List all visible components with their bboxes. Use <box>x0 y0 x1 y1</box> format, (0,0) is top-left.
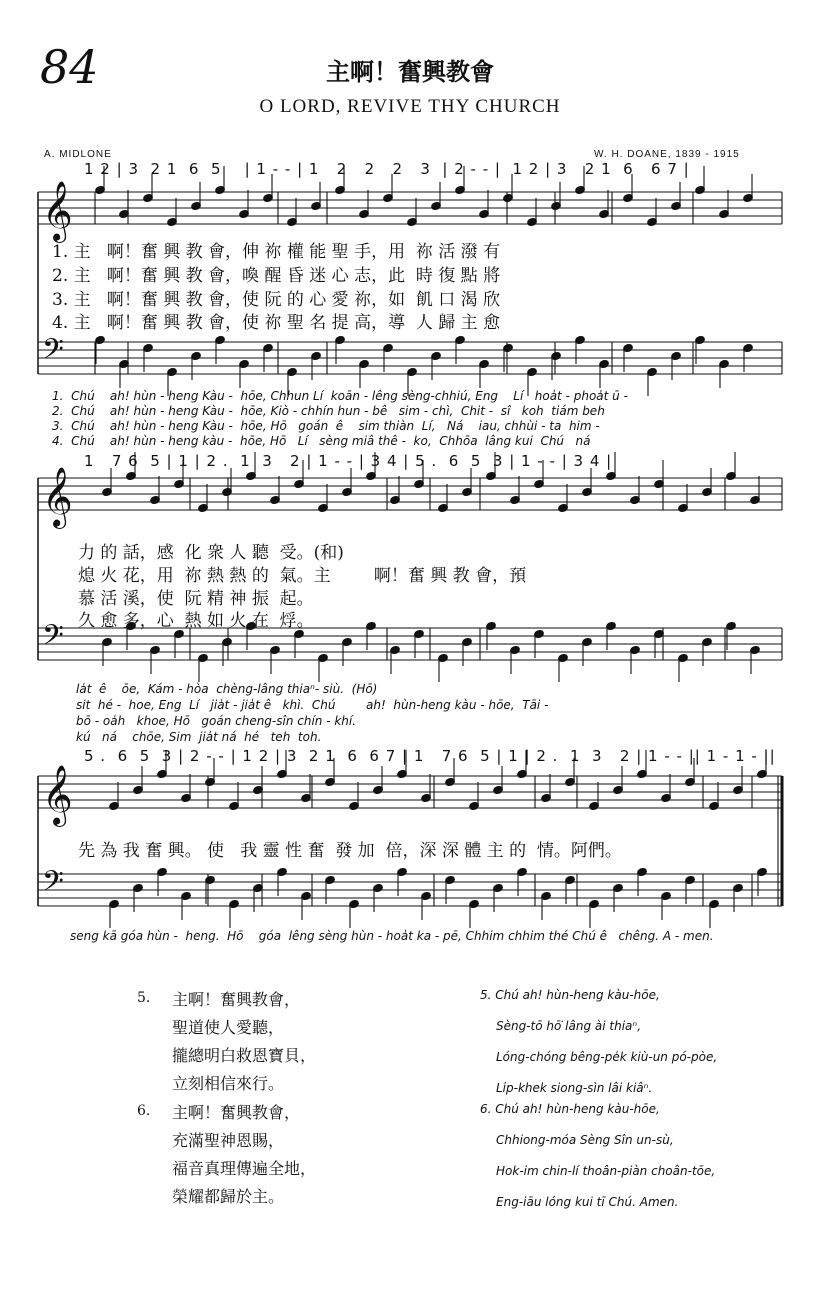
hymn-number: 84 <box>40 40 99 94</box>
cn-lyric-s2-v2: 熄 火 花，用 祢 熱 熱 的 氣。主 啊！奮 興 教 會，預 <box>78 566 527 586</box>
verse-6-chinese <box>172 1099 316 1211</box>
rom-lyric-s1-v1: 1. Chú ah! hùn - heng Kàu - hōe, Chhun Lí koān - lêng sèng-chhiú, Eng Lí hoa̍t - phoa̍t ū - <box>52 389 628 403</box>
cn-lyric-s1-v3: 3. 主 啊！奮 興 教 會，使 阮 的 心 愛 祢，如 飢 口 渴 欣 <box>52 290 501 310</box>
verse-5-rom-line: Li̍p-khek siong-sìn lâi kiâⁿ. <box>496 1081 653 1095</box>
verse-6-cn-line: 福音真理傳遍全地， <box>172 1159 317 1178</box>
jianpu-line-3: 5 . 6 5 3 | 2 - - | 1 2 | 3 2 1 6 6 7 | 1 7 6 5 | 1 | 2 . 1 3 2 | 1 - - || 1 - 1 - || <box>84 747 776 765</box>
jianpu-line-2: 1 7 6 5 | 1 | 2 . 1 3 2 | 1 - - | 3 4 | 5 . 6 5 3 | 1 - - | 3 4 | <box>84 452 613 470</box>
rom-lyric-s1-v2: 2. Chú ah! hùn - heng Kàu - hōe, Kiò - chhín hun - bê sim - chì, Chit - sî koh tiám beh <box>52 404 605 418</box>
rom-lyric-s2-v2: sit hé - hoe, Eng Lí jia̍t - jia̍t ê khì. Chú ah! hùn-heng kàu - hōe, Tāi - <box>76 698 549 712</box>
cn-lyric-s2-v1: 力 的 話，感 化 衆 人 聽 受。(和) <box>78 543 344 563</box>
bass-clef-icon: 𝄢 <box>42 333 64 373</box>
verse-6-cn-line: 充滿聖神恩賜， <box>172 1131 285 1150</box>
verse-6-cn-line: 榮耀都歸於主。 <box>172 1187 285 1206</box>
cn-lyric-s1-v1: 1. 主 啊！奮 興 教 會，伸 祢 權 能 聖 手，用 祢 活 潑 有 <box>52 242 501 262</box>
verse-5-chinese <box>172 986 316 1098</box>
lyricist-credit: A. MIDLONE <box>44 149 112 160</box>
rom-lyric-s2-v4: kú ná chōe, Sim jia̍t ná hé teh toh. <box>76 730 322 744</box>
verse-5-cn-line: 聖道使人愛聽， <box>172 1018 285 1037</box>
rom-lyric-s3: seng kā góa hùn - heng. Hō góa lêng sèng hùn - hoa̍t ka - pē, Chhim chhim thé Chú ê chêng. A - men. <box>70 929 714 943</box>
verse-6-rom-line: 6. Chú ah! hùn-heng kàu-hōe, <box>480 1102 660 1116</box>
verse-6-rom-line: Eng-iāu lóng kui tī Chú. Amen. <box>496 1195 679 1209</box>
verse-5-cn-line: 攏總明白救恩寶貝， <box>172 1046 317 1065</box>
verse-5-romanized <box>480 980 717 1104</box>
verse-6-number: 6. <box>137 1103 151 1119</box>
rom-lyric-s1-v4: 4. Chú ah! hùn - heng kàu - hōe, Hō Lí sèng miâ thê - ko, Chhōa lâng kui Chú ná <box>52 434 591 448</box>
bass-clef-icon: 𝄢 <box>42 619 64 659</box>
verse-5-cn-line: 立刻相信來行。 <box>172 1074 285 1093</box>
rom-lyric-s2-v1: la̍t ê ōe, Kám - hòa chèng-lâng thiaⁿ- siù. (Hō) <box>76 682 378 696</box>
cn-lyric-s1-v4: 4. 主 啊！奮 興 教 會，使 祢 聖 名 提 高，導 人 歸 主 愈 <box>52 313 501 333</box>
hymn-title-english: O LORD, REVIVE THY CHURCH <box>259 96 561 117</box>
verse-6-rom-line: Hok-im chin-lí thoân-piàn choân-tōe, <box>496 1164 716 1178</box>
cn-lyric-s1-v2: 2. 主 啊！奮 興 教 會，喚 醒 昏 迷 心 志，此 時 復 點 將 <box>52 266 501 286</box>
treble-clef-icon: 𝄞 <box>42 765 73 825</box>
treble-clef-icon: 𝄞 <box>42 467 73 527</box>
hymn-title-chinese: 主啊！奮興教會 <box>326 57 494 86</box>
cn-lyric-s3: 先 為 我 奮 興。 使 我 靈 性 奮 發 加 倍，深 深 體 主 的 情。阿們。 <box>78 841 622 861</box>
verse-6-rom-line: Chhiong-móa Sèng Sîn un-sù, <box>496 1133 674 1147</box>
cn-lyric-s2-v3: 慕 活 溪，使 阮 精 神 振 起。 <box>78 589 314 609</box>
jianpu-line-1: 1 2 | 3 2 1 6 5 | 1 - - | 1 2 2 2 3 | 2 - - | 1 2 | 3 2 1 6 6 7 | <box>84 160 690 178</box>
cn-lyric-s2-v4: 久 愈 多，心 熱 如 火 在 烰。 <box>78 611 314 631</box>
verse-6-cn-line: 主啊！奮興教會， <box>172 1103 301 1122</box>
verse-5-rom-line: Sèng-tō hō͘ lâng ài thiaⁿ, <box>496 1019 642 1033</box>
rom-lyric-s1-v3: 3. Chú ah! hùn - heng Kàu - hōe, Hō goán ê sim thiàn Lí, Ná iau, chhùi - ta him - <box>52 419 600 433</box>
rom-lyric-s2-v3: bō - oa̍h khoe, Hō goán cheng-sîn chín - khí. <box>76 714 357 728</box>
composer-credit: W. H. DOANE, 1839 - 1915 <box>594 149 740 160</box>
verse-6-romanized <box>480 1094 715 1218</box>
verse-5-rom-line: Lóng-chóng bêng-pe̍k kiù-un pó-pòe, <box>496 1050 718 1064</box>
bass-clef-icon: 𝄢 <box>42 865 64 905</box>
verse-5-rom-line: 5. Chú ah! hùn-heng kàu-hōe, <box>480 988 660 1002</box>
verse-5-number: 5. <box>137 990 151 1006</box>
verse-5-cn-line: 主啊！奮興教會， <box>172 990 301 1009</box>
treble-clef-icon: 𝄞 <box>42 181 73 241</box>
